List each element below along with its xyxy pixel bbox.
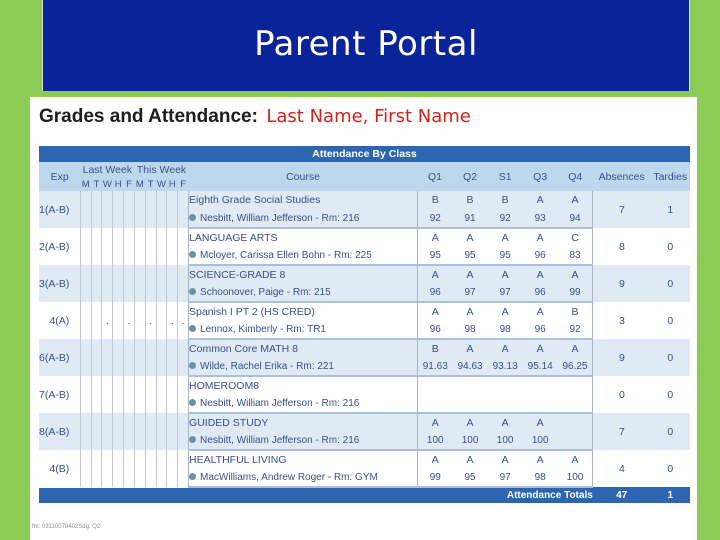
day-header: T <box>91 178 102 191</box>
totals-row <box>39 487 690 503</box>
attendance-mark <box>156 339 167 376</box>
attendance-mark: . <box>124 302 135 339</box>
table-caption: Attendance By Class <box>39 146 690 162</box>
footer-note: fm: 03110078402Sdg: Q2 <box>30 521 132 534</box>
score-q4: 94 <box>558 209 593 228</box>
period-label: 2(A-B) <box>39 240 70 253</box>
grade-q3[interactable]: A <box>523 413 558 431</box>
score-q4 <box>558 431 593 450</box>
attendance-mark: . <box>178 302 189 339</box>
absences-count[interactable]: 4 <box>593 450 651 487</box>
grade-q2[interactable]: A <box>453 265 488 283</box>
score-q3: 96 <box>523 246 558 265</box>
score-q1: 100 <box>417 431 452 450</box>
score-q4: 83 <box>558 246 593 265</box>
period-label: 6(A-B) <box>39 339 80 376</box>
attendance-mark <box>145 265 156 302</box>
teacher-link[interactable] <box>189 320 418 339</box>
attendance-mark <box>80 413 91 450</box>
attendance-mark <box>91 376 102 413</box>
teacher-link[interactable] <box>189 468 418 487</box>
grade-s1[interactable]: A <box>501 453 509 466</box>
attendance-mark <box>134 413 145 450</box>
attendance-mark <box>156 191 167 228</box>
attendance-mark <box>124 450 135 487</box>
class-row <box>39 413 690 431</box>
grade-q1[interactable]: A <box>417 450 452 468</box>
col-last-week: Last Week <box>80 162 134 178</box>
grade-q4[interactable]: A <box>571 453 579 466</box>
portal-banner <box>42 0 690 91</box>
course-link[interactable]: SCIENCE-GRADE 8 <box>189 265 418 283</box>
attendance-mark <box>167 413 178 450</box>
grade-s1[interactable]: A <box>488 339 523 357</box>
class-row <box>39 450 690 468</box>
score-q1: 96 <box>417 283 452 302</box>
grade-s1[interactable]: A <box>488 265 523 283</box>
grade-q4[interactable] <box>558 376 593 394</box>
score-q2: 97 <box>453 283 488 302</box>
tardies-count[interactable]: 1 <box>651 191 690 228</box>
teacher-name[interactable]: Nesbitt, William Jefferson - Rm: 216 <box>200 434 360 446</box>
course-link[interactable]: Eighth Grade Social Studies <box>189 191 418 209</box>
tardies-count[interactable]: 0 <box>651 265 690 302</box>
score-q3: 96 <box>523 283 558 302</box>
attendance-mark <box>178 228 189 265</box>
score-q2: 94.63 <box>453 357 488 376</box>
attendance-mark <box>156 302 167 339</box>
score-q4: 100 <box>558 468 593 487</box>
grade-q3[interactable]: A <box>523 191 558 209</box>
attendance-mark <box>113 191 124 228</box>
attendance-mark <box>156 376 167 413</box>
attendance-mark <box>167 228 178 265</box>
score-s1: 97 <box>488 283 523 302</box>
teacher-name[interactable]: Mcloyer, Carissa Ellen Bohn - Rm: 225 <box>200 249 372 261</box>
grade-q4[interactable]: A <box>558 339 593 357</box>
attendance-mark <box>91 228 102 265</box>
grade-s1[interactable]: B <box>488 191 523 209</box>
grade-s1[interactable]: A <box>488 413 523 431</box>
attendance-mark <box>102 376 113 413</box>
grade-q1[interactable]: A <box>417 265 452 283</box>
course-link[interactable]: LANGUAGE ARTS <box>189 228 418 246</box>
attendance-mark: . <box>167 302 178 339</box>
period-label: 3(A-B) <box>39 265 80 302</box>
absences-count[interactable]: 7 <box>593 413 651 450</box>
teacher-link[interactable] <box>189 357 418 376</box>
grade-q2[interactable]: A <box>466 453 474 466</box>
tardies-count[interactable]: 0 <box>667 462 674 475</box>
attendance-mark <box>156 413 167 450</box>
day-header: F <box>178 178 189 191</box>
attendance-mark <box>178 413 189 450</box>
grade-q1[interactable]: B <box>417 191 452 209</box>
attendance-mark <box>167 339 178 376</box>
score-q3: 93 <box>523 209 558 228</box>
attendance-mark <box>80 376 91 413</box>
teacher-name[interactable]: Schoonover, Paige - Rm: 215 <box>200 286 331 298</box>
grade-q3[interactable]: A <box>536 231 544 244</box>
attendance-mark <box>134 339 145 376</box>
teacher-name[interactable]: Lennox, Kimberly - Rm: TR1 <box>200 323 326 335</box>
score-q2: 98 <box>453 320 488 339</box>
teacher-link[interactable] <box>189 209 418 228</box>
period-label: 1(A-B) <box>39 191 80 228</box>
grade-q4[interactable]: A <box>558 265 593 283</box>
attendance-mark <box>134 376 145 413</box>
attendance-mark <box>134 191 145 228</box>
grade-q3[interactable]: A <box>523 339 558 357</box>
attendance-mark: . <box>145 302 156 339</box>
attendance-mark <box>102 191 113 228</box>
attendance-mark <box>156 450 167 487</box>
absences-count[interactable]: 9 <box>593 265 651 302</box>
grade-q1[interactable]: A <box>417 413 452 431</box>
grade-q4[interactable] <box>558 413 593 431</box>
teacher-link[interactable] <box>189 431 418 450</box>
col-this-week: This Week <box>134 162 188 178</box>
attendance-mark <box>134 228 145 265</box>
grade-q2[interactable]: B <box>453 191 488 209</box>
score-s1 <box>488 394 523 413</box>
attendance-mark <box>167 376 178 413</box>
attendance-mark <box>156 228 167 265</box>
grade-q4[interactable]: A <box>558 191 593 209</box>
email-icon[interactable] <box>189 473 196 480</box>
attendance-mark <box>91 339 102 376</box>
totals-label: Attendance Totals <box>39 487 593 503</box>
class-row <box>39 302 690 320</box>
attendance-mark <box>113 376 124 413</box>
attendance-mark <box>178 376 189 413</box>
attendance-mark <box>102 265 113 302</box>
email-icon[interactable] <box>189 214 196 221</box>
teacher-name[interactable]: Nesbitt, William Jefferson - Rm: 216 <box>200 212 360 224</box>
attendance-mark <box>91 450 102 487</box>
attendance-mark <box>145 413 156 450</box>
attendance-mark <box>156 265 167 302</box>
email-icon[interactable] <box>189 436 196 443</box>
score-q1: 96 <box>417 320 452 339</box>
period-label: 4(A) <box>49 314 70 327</box>
grade-q4[interactable]: B <box>571 305 579 318</box>
attendance-mark <box>134 265 145 302</box>
tardies-count[interactable]: 0 <box>667 314 674 327</box>
total-tardies: 1 <box>651 487 690 503</box>
grade-q4[interactable]: C <box>571 231 579 244</box>
attendance-mark <box>80 191 91 228</box>
attendance-mark <box>167 265 178 302</box>
attendance-mark <box>113 450 124 487</box>
attendance-mark: . <box>102 302 113 339</box>
attendance-mark <box>91 302 102 339</box>
period-label: 8(A-B) <box>39 413 80 450</box>
attendance-mark <box>102 450 113 487</box>
attendance-mark <box>145 191 156 228</box>
grade-q3[interactable] <box>523 376 558 394</box>
class-row <box>39 339 690 357</box>
absences-count[interactable]: 3 <box>593 302 651 339</box>
email-icon[interactable] <box>189 288 196 295</box>
attendance-mark <box>124 191 135 228</box>
score-s1: 92 <box>488 209 523 228</box>
attendance-mark <box>124 339 135 376</box>
grade-q2[interactable]: A <box>466 305 474 318</box>
attendance-mark <box>113 302 124 339</box>
attendance-mark <box>178 339 189 376</box>
absences-count[interactable]: 8 <box>593 228 651 265</box>
score-q3: 98 <box>523 468 558 487</box>
score-s1: 98 <box>488 320 523 339</box>
grade-q3[interactable]: A <box>536 305 544 318</box>
class-row <box>39 376 690 394</box>
day-header: T <box>145 178 156 191</box>
attendance-mark <box>124 376 135 413</box>
tardies-count[interactable]: 0 <box>667 388 674 401</box>
attendance-mark <box>178 265 189 302</box>
grade-q3[interactable]: A <box>536 453 544 466</box>
attendance-mark <box>145 450 156 487</box>
grade-s1[interactable]: A <box>501 231 509 244</box>
attendance-mark <box>113 265 124 302</box>
class-row <box>39 265 690 283</box>
attendance-mark <box>124 265 135 302</box>
score-q1: 95 <box>417 246 452 265</box>
email-icon[interactable] <box>189 399 196 406</box>
day-header: F <box>124 178 135 191</box>
course-link[interactable]: Spanish I PT 2 (HS CRED) <box>189 302 418 320</box>
attendance-mark <box>80 339 91 376</box>
grade-q1[interactable]: B <box>417 339 452 357</box>
score-q3: 95.14 <box>523 357 558 376</box>
col-q2: Q2 <box>453 162 488 191</box>
absences-count[interactable]: 0 <box>593 376 651 413</box>
total-absences: 47 <box>593 487 651 503</box>
col-q3: Q3 <box>523 162 558 191</box>
attendance-mark <box>124 228 135 265</box>
attendance-mark <box>124 413 135 450</box>
grade-q2[interactable]: A <box>453 413 488 431</box>
day-header: M <box>81 179 90 190</box>
attendance-mark <box>91 413 102 450</box>
course-link[interactable]: HEALTHFUL LIVING <box>189 450 418 468</box>
email-icon[interactable] <box>189 362 196 369</box>
course-link[interactable]: Common Core MATH 8 <box>189 339 418 357</box>
grade-s1[interactable]: A <box>501 305 509 318</box>
page-title: Grades and Attendance: <box>39 106 258 127</box>
attendance-mark <box>80 302 91 339</box>
score-q2: 91 <box>453 209 488 228</box>
teacher-name[interactable]: Nesbitt, William Jefferson - Rm: 216 <box>200 397 360 409</box>
score-q2 <box>453 394 488 413</box>
attendance-mark <box>167 450 178 487</box>
score-q1 <box>417 394 452 413</box>
col-q4: Q4 <box>558 162 593 191</box>
grade-q2[interactable] <box>453 376 488 394</box>
teacher-name[interactable]: Wilde, Rachel Erika - Rm: 221 <box>200 360 334 372</box>
score-q4 <box>558 394 593 413</box>
course-link[interactable]: HOMEROOM8 <box>189 376 418 394</box>
grade-q3[interactable]: A <box>523 265 558 283</box>
score-q1: 99 <box>417 468 452 487</box>
grade-q1[interactable] <box>417 376 452 394</box>
absences-count[interactable]: 9 <box>593 339 651 376</box>
score-s1: 100 <box>488 431 523 450</box>
attendance-mark <box>102 228 113 265</box>
score-q3: 96 <box>523 320 558 339</box>
teacher-link[interactable] <box>189 394 418 413</box>
day-header: M <box>135 179 144 190</box>
day-header: W <box>156 179 166 190</box>
page-heading <box>39 106 471 128</box>
class-row <box>39 191 690 209</box>
attendance-mark <box>145 228 156 265</box>
score-q2: 95 <box>453 246 488 265</box>
teacher-link[interactable] <box>189 283 418 302</box>
col-s1: S1 <box>488 162 523 191</box>
grade-q2[interactable]: A <box>453 339 488 357</box>
email-icon[interactable] <box>189 251 196 258</box>
grade-s1[interactable] <box>488 376 523 394</box>
score-q4: 99 <box>558 283 593 302</box>
score-q3: 100 <box>523 431 558 450</box>
course-link[interactable]: GUIDED STUDY <box>189 413 418 431</box>
score-q2: 95 <box>453 468 488 487</box>
score-s1: 95 <box>488 246 523 265</box>
score-q1: 92 <box>417 209 452 228</box>
col-exp: Exp <box>39 162 80 191</box>
grade-q2[interactable]: A <box>466 231 474 244</box>
attendance-mark <box>178 191 189 228</box>
attendance-mark <box>113 228 124 265</box>
attendance-mark <box>102 339 113 376</box>
score-q1: 91.63 <box>417 357 452 376</box>
class-row <box>39 228 690 246</box>
attendance-mark <box>178 450 189 487</box>
col-tardies: Tardies <box>651 162 690 191</box>
day-header: H <box>114 179 122 190</box>
attendance-mark <box>113 339 124 376</box>
attendance-mark <box>134 450 145 487</box>
col-q1: Q1 <box>417 162 452 191</box>
attendance-mark <box>91 191 102 228</box>
teacher-link[interactable] <box>189 246 418 265</box>
attendance-mark <box>102 413 113 450</box>
day-header: W <box>102 179 112 190</box>
attendance-mark <box>145 339 156 376</box>
banner-title: Parent Portal <box>254 24 478 64</box>
attendance-mark <box>80 228 91 265</box>
col-absences: Absences <box>593 162 651 191</box>
attendance-mark <box>167 191 178 228</box>
tardies-count[interactable]: 0 <box>667 240 674 253</box>
tardies-count[interactable]: 0 <box>651 413 690 450</box>
teacher-name[interactable]: MacWilliams, Andrew Roger - Rm: GYM <box>200 471 378 483</box>
grade-q1[interactable]: A <box>417 302 452 320</box>
score-q2: 100 <box>453 431 488 450</box>
attendance-table <box>39 146 690 503</box>
attendance-mark <box>145 376 156 413</box>
col-course: Course <box>189 162 418 191</box>
score-q4: 96.25 <box>558 357 593 376</box>
attendance-mark <box>113 413 124 450</box>
grades-panel <box>30 97 697 540</box>
attendance-mark <box>80 265 91 302</box>
score-s1: 97 <box>488 468 523 487</box>
day-header: H <box>168 179 176 190</box>
grade-q1[interactable]: A <box>417 228 452 246</box>
score-q4: 92 <box>558 320 593 339</box>
period-label: 7(A-B) <box>39 388 70 401</box>
attendance-mark <box>91 265 102 302</box>
student-name: Last Name, First Name <box>266 106 471 127</box>
email-icon[interactable] <box>189 325 196 332</box>
attendance-mark <box>134 302 145 339</box>
attendance-mark <box>80 450 91 487</box>
score-q3 <box>523 394 558 413</box>
period-label: 4(B) <box>49 462 70 475</box>
absences-count[interactable]: 7 <box>593 191 651 228</box>
score-s1: 93.13 <box>488 357 523 376</box>
tardies-count[interactable]: 0 <box>651 339 690 376</box>
